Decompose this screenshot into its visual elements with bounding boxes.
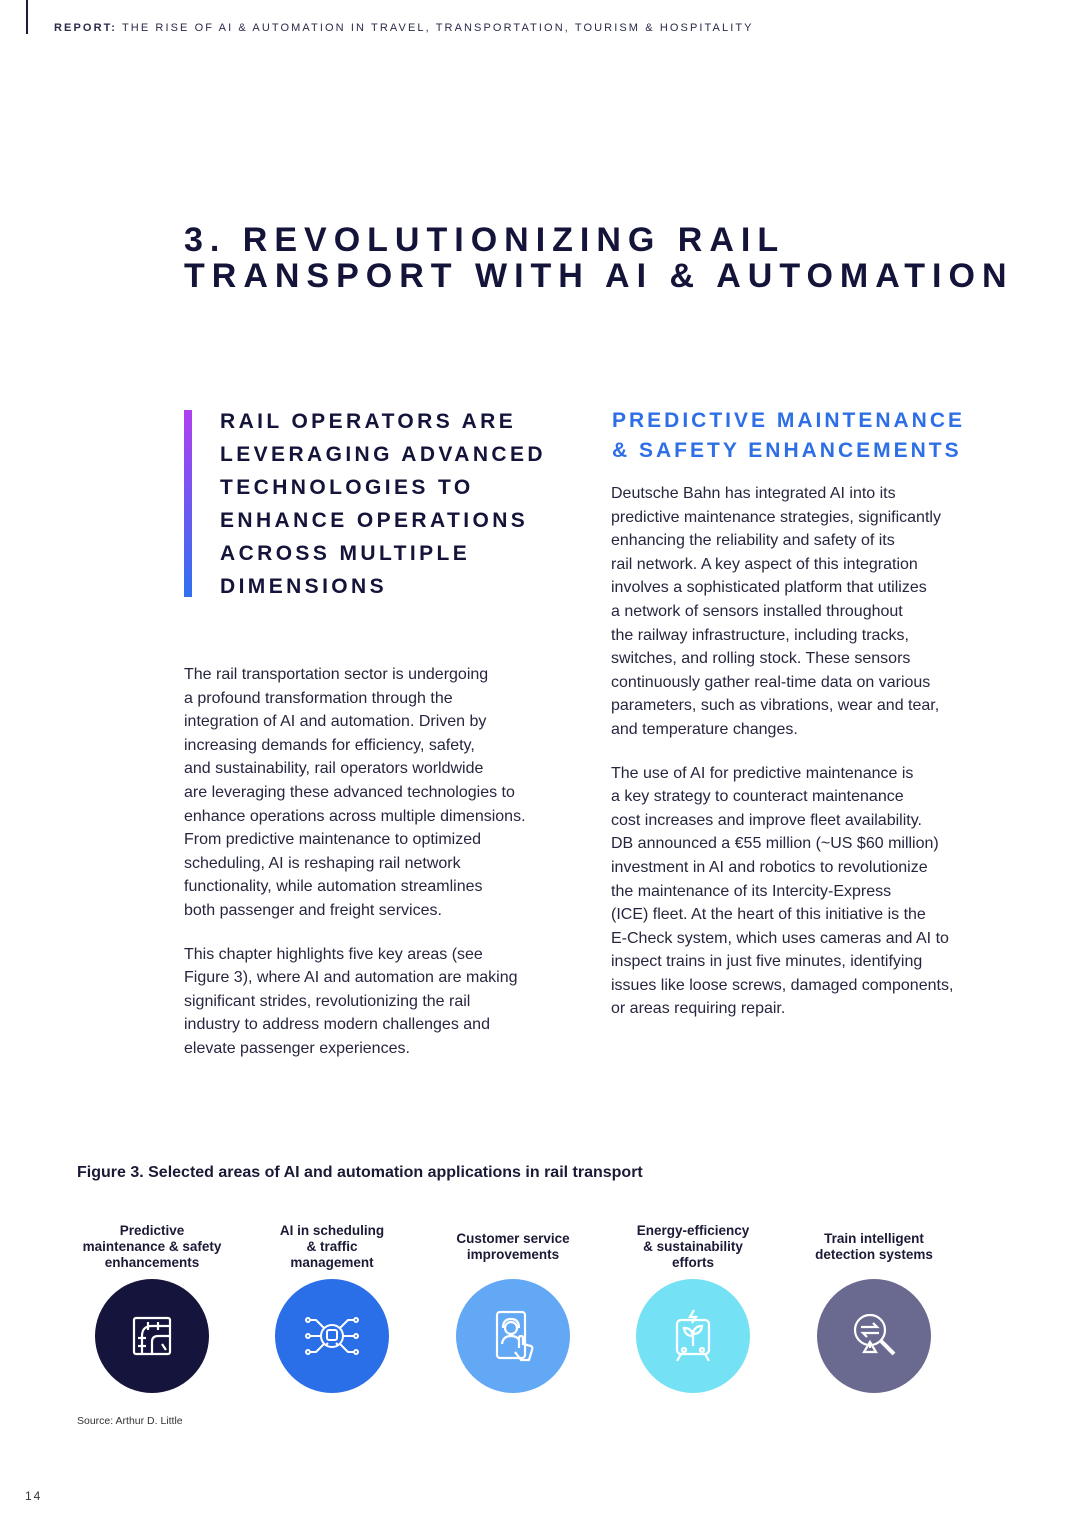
- figure-item-label: Customer service improvements: [456, 1231, 570, 1262]
- figure-item-circle: [636, 1279, 750, 1393]
- text-line: a key strategy to counteract maintenance: [611, 788, 904, 806]
- text-line: This chapter highlights five key areas (see: [184, 945, 483, 963]
- eco-train-icon: [663, 1306, 723, 1366]
- header-rule: [26, 0, 28, 34]
- figure-item-circle: [275, 1279, 389, 1393]
- text-line: and temperature changes.: [611, 720, 798, 738]
- page-number: 14: [25, 1489, 43, 1503]
- pull-quote-accent-bar: [184, 410, 192, 597]
- text-line: investment in AI and robotics to revolutionize: [611, 858, 928, 876]
- intro-paragraph: [184, 663, 584, 923]
- magnifier-alert-icon: [844, 1306, 904, 1366]
- figure-caption: Figure 3. Selected areas of AI and automation applications in rail transport: [77, 1164, 643, 1181]
- text-line: (ICE) fleet. At the heart of this initiative is the: [611, 906, 926, 924]
- figure-item-circle: [95, 1279, 209, 1393]
- pull-quote: [220, 405, 580, 603]
- text-line: continuously gather real-time data on various: [611, 673, 931, 691]
- text-line: issues like loose screws, damaged components,: [611, 976, 954, 994]
- text-line: rail network. A key aspect of this integration: [611, 555, 918, 573]
- text-line: a network of sensors installed throughout: [611, 602, 903, 620]
- text-line: E-Check system, which uses cameras and AI to: [611, 929, 949, 947]
- report-header: [54, 22, 754, 34]
- text-line: or areas requiring repair.: [611, 1000, 786, 1018]
- text-line: enhance operations across multiple dimensions.: [184, 807, 526, 825]
- text-line: The use of AI for predictive maintenance is: [611, 764, 914, 782]
- figure-source: Source: Arthur D. Little: [77, 1415, 183, 1427]
- text-line: the maintenance of its Intercity-Express: [611, 882, 892, 900]
- pull-quote-line: TECHNOLOGIES TO: [220, 476, 474, 499]
- chapter-title-line: TRANSPORT WITH AI & AUTOMATION: [184, 257, 1014, 295]
- deutsche-bahn-paragraph: [611, 482, 1011, 742]
- text-line: and sustainability, rail operators worldwide: [184, 760, 484, 778]
- header-label: REPORT:: [54, 22, 117, 34]
- text-line: DB announced a €55 million (~US $60 million): [611, 835, 939, 853]
- echeck-paragraph: [611, 762, 1011, 1022]
- text-line: The rail transportation sector is undergoing: [184, 666, 489, 683]
- text-line: the railway infrastructure, including tracks,: [611, 626, 909, 644]
- text-line: involves a sophisticated platform that utilizes: [611, 579, 927, 597]
- phone-support-icon: [483, 1306, 543, 1366]
- text-line: are leveraging these advanced technologies to: [184, 783, 515, 801]
- pull-quote-line: RAIL OPERATORS ARE: [220, 410, 517, 433]
- figure-item-detection-systems: [784, 1218, 964, 1393]
- section-heading-line: PREDICTIVE MAINTENANCE: [612, 409, 966, 432]
- section-heading: [612, 406, 965, 466]
- text-line: functionality, while automation streamlines: [184, 878, 483, 896]
- text-line: both passenger and freight services.: [184, 901, 442, 919]
- text-line: integration of AI and automation. Driven by: [184, 713, 487, 731]
- text-line: a profound transformation through the: [184, 689, 453, 707]
- rail-track-icon: [122, 1306, 182, 1366]
- text-line: cost increases and improve fleet availability.: [611, 811, 922, 829]
- header-title: THE RISE OF AI & AUTOMATION IN TRAVEL, TRANSPORTATION, TOURISM & HOSPITALITY: [121, 22, 754, 34]
- figure-item-label: Predictive maintenance & safety enhancements: [82, 1223, 222, 1270]
- text-line: inspect trains in just five minutes, identifying: [611, 953, 923, 971]
- figure-item-label: Energy-efficiency & sustainability efforts: [636, 1223, 750, 1270]
- text-line: industry to address modern challenges and: [184, 1016, 490, 1034]
- text-line: Deutsche Bahn has integrated AI into its: [611, 485, 896, 502]
- figure-item-circle: [456, 1279, 570, 1393]
- figure-item-predictive-maintenance: [62, 1218, 242, 1393]
- text-line: Figure 3), where AI and automation are making: [184, 969, 518, 987]
- text-line: enhancing the reliability and safety of its: [611, 532, 895, 550]
- figure-item-label: AI in scheduling & traffic management: [279, 1223, 385, 1270]
- right-column: [611, 482, 1011, 1041]
- figure-item-energy-efficiency: [603, 1218, 783, 1393]
- pull-quote-line: ACROSS MULTIPLE: [220, 542, 471, 565]
- text-line: increasing demands for efficiency, safety,: [184, 736, 475, 754]
- chapter-title: [184, 222, 1014, 294]
- left-column: [184, 663, 584, 1081]
- chapter-overview-paragraph: [184, 943, 584, 1061]
- text-line: From predictive maintenance to optimized: [184, 831, 482, 849]
- text-line: switches, and rolling stock. These sensors: [611, 650, 911, 668]
- text-line: elevate passenger experiences.: [184, 1039, 410, 1057]
- figure-item-scheduling: [242, 1218, 422, 1393]
- section-heading-line: & SAFETY ENHANCEMENTS: [612, 439, 962, 462]
- text-line: significant strides, revolutionizing the rail: [184, 992, 471, 1010]
- figure-item-label: Train intelligent detection systems: [815, 1231, 933, 1262]
- train-network-icon: [302, 1306, 362, 1366]
- pull-quote-line: DIMENSIONS: [220, 575, 388, 598]
- text-line: predictive maintenance strategies, significantly: [611, 508, 941, 526]
- text-line: parameters, such as vibrations, wear and tear,: [611, 697, 940, 715]
- pull-quote-line: LEVERAGING ADVANCED: [220, 443, 546, 466]
- chapter-title-line: 3. REVOLUTIONIZING RAIL: [184, 221, 786, 259]
- figure-item-customer-service: [423, 1218, 603, 1393]
- figure-item-circle: [817, 1279, 931, 1393]
- pull-quote-line: ENHANCE OPERATIONS: [220, 509, 529, 532]
- text-line: scheduling, AI is reshaping rail network: [184, 854, 461, 872]
